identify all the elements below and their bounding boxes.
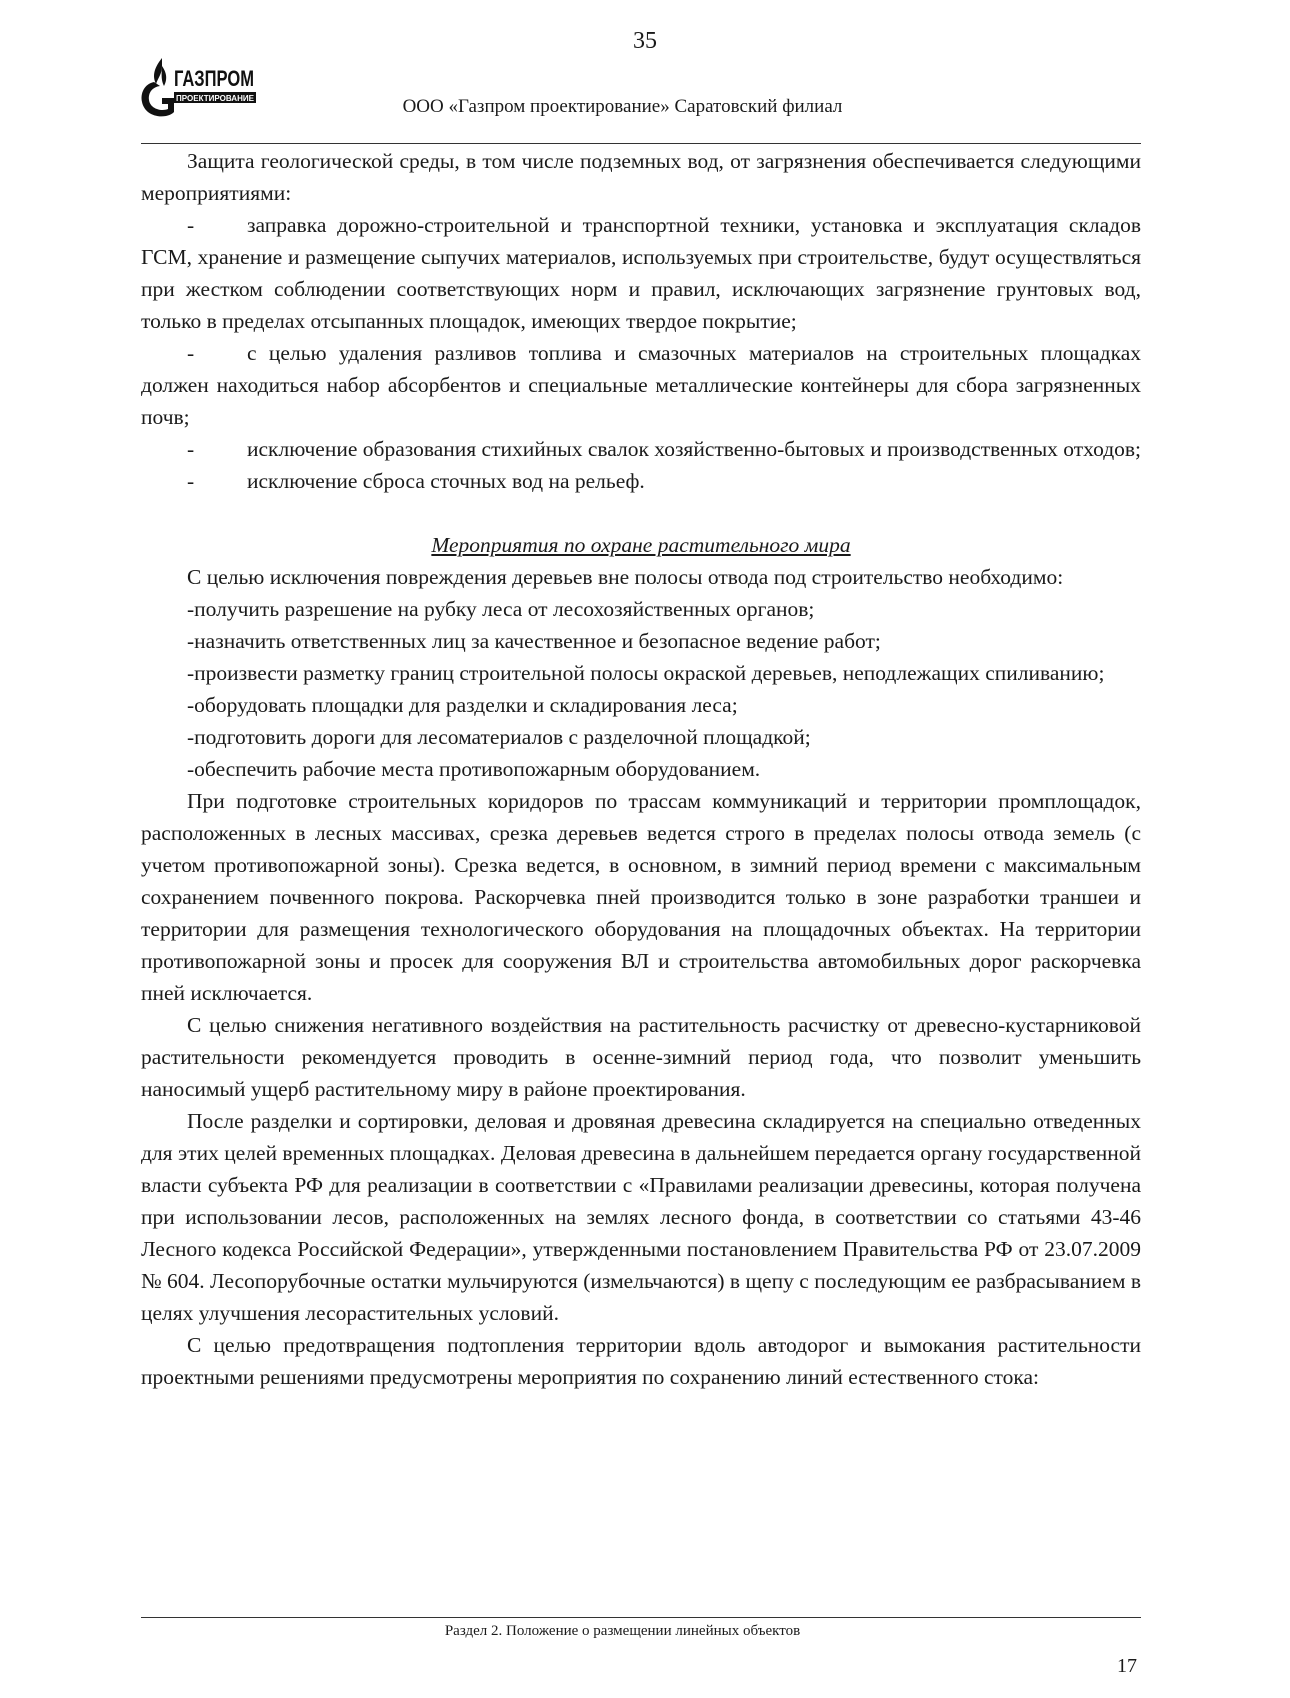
list-item: - исключение сброса сточных вод на рельеф. (187, 469, 645, 493)
paragraph: С целью снижения негативного воздействия на растительность расчистку от древесно-кустарниковой растительности рекомендуется проводить в осенне-зимний период года, что позволит уменьшить наносимый ущерб растительному миру в районе проектирования. (141, 1013, 1141, 1101)
list-item: -назначить ответственных лиц за качественное и безопасное ведение работ; (187, 629, 881, 653)
footer-divider (141, 1617, 1141, 1618)
document-body (141, 145, 1141, 1393)
page-number-bottom: 17 (1117, 1655, 1137, 1677)
paragraph: Защита геологической среды, в том числе подземных вод, от загрязнения обеспечивается следующими мероприятиями: (141, 149, 1141, 205)
footer-section-title: Раздел 2. Положение о размещении линейных объектов (444, 1623, 801, 1639)
list-item: - с целью удаления разливов топлива и смазочных материалов на строительных площадках должен находиться набор абсорбентов и специальные металлические контейнеры для сбора загрязненных почв; (141, 341, 1141, 429)
list-item: -оборудовать площадки для разделки и складирования леса; (187, 693, 738, 717)
organization-name: ООО «Газпром проектирование» Саратовский филиал (402, 96, 843, 117)
list-item: - исключение образования стихийных свалок хозяйственно-бытовых и производственных отходов; (187, 437, 1142, 461)
svg-text:ГАЗПРОМ: ГАЗПРОМ (174, 66, 254, 91)
svg-text:ПРОЕКТИРОВАНИЕ: ПРОЕКТИРОВАНИЕ (176, 94, 255, 103)
list-item: -обеспечить рабочие места противопожарным оборудованием. (187, 757, 761, 781)
section-heading: Мероприятия по охране растительного мира (431, 533, 851, 557)
paragraph: При подготовке строительных коридоров по трассам коммуникаций и территории промплощадок, расположенных в лесных массивах, срезка деревьев ведется строго в пределах полосы отвода земель (с учетом противопожарной зоны). Срезка ведется, в основном, в зимний период времени с максимальным сохранением почвенного покрова. Раскорчевка пней производится только в зоне разработки траншеи и территории для размещения технологического оборудования на площадочных объектах. На территории противопожарной зоны и просек для сооружения ВЛ и строительства автомобильных дорог раскорчевка пней исключается. (141, 789, 1141, 1005)
list-item: -подготовить дороги для лесоматериалов с разделочной площадкой; (187, 725, 811, 749)
list-item: -произвести разметку границ строительной полосы окраской деревьев, неподлежащих спиливанию; (187, 661, 1105, 685)
paragraph: С целью предотвращения подтопления территории вдоль автодорог и вымокания растительности проектными решениями предусмотрены мероприятия по сохранению линий естественного стока: (141, 1333, 1141, 1389)
paragraph: С целью исключения повреждения деревьев вне полосы отвода под строительство необходимо: (187, 565, 1064, 589)
header-divider (141, 143, 1141, 144)
list-item: - заправка дорожно-строительной и транспортной техники, установка и эксплуатация складов ГСМ, хранение и размещение сыпучих материалов, используемых при строительстве, будут осуществляться при жестком соблюдении соответствующих норм и правил, исключающих загрязнение грунтовых вод, только в пределах отсыпанных площадок, имеющих твердое покрытие; (141, 213, 1141, 333)
list-item: -получить разрешение на рубку леса от лесохозяйственных органов; (187, 597, 815, 621)
page-number-top: 35 (633, 28, 657, 54)
paragraph: После разделки и сортировки, деловая и дровяная древесина складируется на специально отведенных для этих целей временных площадках. Деловая древесина в дальнейшем передается органу государственной власти субъекта РФ для реализации в соответствии с «Правилами реализации древесины, которая получена при использовании лесов, расположенных на землях лесного фонда, в соответствии со статьями 43-46 Лесного кодекса Российской Федерации», утвержденными постановлением Правительства РФ от 23.07.2009 № 604. Лесопорубочные остатки мульчируются (измельчаются) в щепу с последующим ее разбрасыванием в целях улучшения лесорастительных условий. (141, 1109, 1141, 1325)
